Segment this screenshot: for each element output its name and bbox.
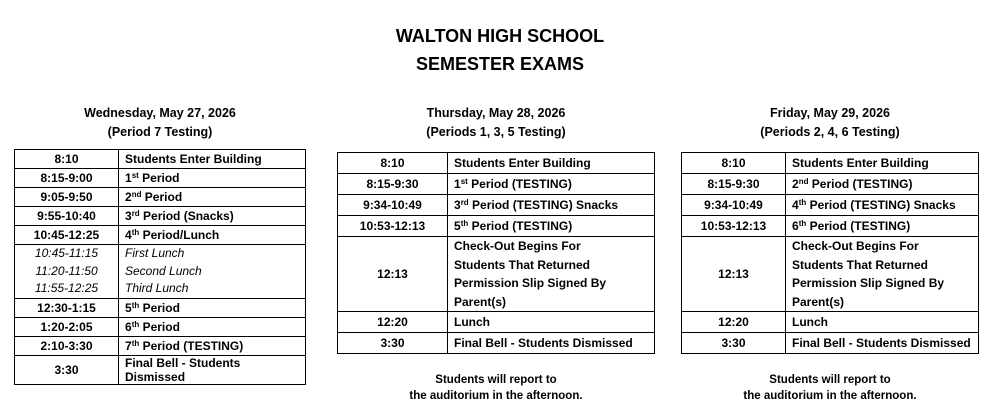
note-line: the auditorium in the afternoon. bbox=[743, 390, 917, 402]
time-cell: 2:10-3:30 bbox=[15, 336, 119, 355]
table-row bbox=[682, 216, 979, 237]
exam-title: SEMESTER EXAMS bbox=[415, 54, 585, 74]
activity-cell: 1st Period (TESTING) bbox=[448, 174, 655, 195]
table-row bbox=[15, 355, 306, 384]
lunch-names-cell bbox=[119, 245, 306, 299]
thursday-note bbox=[337, 372, 655, 404]
checkout-line: Parent(s) bbox=[792, 294, 845, 309]
time-cell: 8:10 bbox=[15, 150, 119, 169]
table-row bbox=[15, 188, 306, 207]
table-row bbox=[682, 195, 979, 216]
table-row bbox=[682, 153, 979, 174]
time-cell: 12:30-1:15 bbox=[15, 298, 119, 317]
wednesday-schedule-table bbox=[14, 149, 306, 385]
table-row bbox=[682, 333, 979, 354]
school-title: WALTON HIGH SCHOOL bbox=[395, 26, 605, 46]
wednesday-header bbox=[14, 104, 306, 142]
friday-header bbox=[681, 104, 979, 142]
checkout-line: Check-Out Begins For bbox=[454, 239, 581, 253]
table-row bbox=[15, 317, 306, 336]
activity-cell: 2nd Period (TESTING) bbox=[786, 174, 979, 195]
activity-cell: 1st Period bbox=[119, 169, 306, 188]
table-row bbox=[338, 195, 655, 216]
activity-cell: Students Enter Building bbox=[119, 150, 306, 169]
table-row bbox=[682, 174, 979, 195]
time-cell: 3:30 bbox=[15, 355, 119, 384]
time-cell: 12:13 bbox=[682, 237, 786, 312]
activity-cell: Students Enter Building bbox=[448, 153, 655, 174]
activity-cell: Lunch bbox=[448, 312, 655, 333]
friday-note bbox=[681, 372, 979, 404]
time-cell: 10:53-12:13 bbox=[338, 216, 448, 237]
time-cell: 8:15-9:30 bbox=[338, 174, 448, 195]
thursday-date: Thursday, May 28, 2026 bbox=[426, 106, 566, 120]
time-cell: 12:20 bbox=[682, 312, 786, 333]
thursday-schedule-table bbox=[337, 152, 655, 354]
checkout-line: Students That Returned bbox=[454, 257, 591, 272]
checkout-cell bbox=[448, 237, 655, 312]
time-cell: 9:34-10:49 bbox=[338, 195, 448, 216]
thursday-subtitle: (Periods 1, 3, 5 Testing) bbox=[426, 125, 566, 139]
time-cell: 9:55-10:40 bbox=[15, 207, 119, 226]
table-row bbox=[338, 312, 655, 333]
activity-cell: 6th Period bbox=[119, 317, 306, 336]
friday-schedule-table bbox=[681, 152, 979, 354]
time-cell: 12:13 bbox=[338, 237, 448, 312]
activity-cell: 5th Period bbox=[119, 298, 306, 317]
checkout-line: Students That Returned bbox=[792, 257, 929, 272]
time-cell: 9:05-9:50 bbox=[15, 188, 119, 207]
table-row bbox=[15, 169, 306, 188]
activity-cell: 4th Period/Lunch bbox=[119, 226, 306, 245]
time-cell: 8:15-9:30 bbox=[682, 174, 786, 195]
checkout-cell bbox=[786, 237, 979, 312]
table-row bbox=[338, 333, 655, 354]
note-line: Students will report to bbox=[435, 374, 557, 386]
checkout-row bbox=[682, 237, 979, 312]
note-line: Students will report to bbox=[769, 374, 891, 386]
lunch-name: Third Lunch bbox=[125, 281, 189, 295]
table-row bbox=[682, 312, 979, 333]
checkout-line: Check-Out Begins For bbox=[792, 239, 919, 253]
activity-cell: Final Bell - Students Dismissed bbox=[448, 333, 655, 354]
lunch-time: 11:55-12:25 bbox=[34, 281, 99, 295]
checkout-line: Permission Slip Signed By bbox=[792, 276, 945, 290]
table-row bbox=[15, 298, 306, 317]
lunch-times-cell bbox=[15, 245, 119, 299]
time-cell: 9:34-10:49 bbox=[682, 195, 786, 216]
activity-cell: 3rd Period (TESTING) Snacks bbox=[448, 195, 655, 216]
table-row bbox=[15, 150, 306, 169]
wednesday-subtitle: (Period 7 Testing) bbox=[107, 125, 213, 139]
friday-subtitle: (Periods 2, 4, 6 Testing) bbox=[760, 125, 900, 139]
activity-cell: 4th Period (TESTING) Snacks bbox=[786, 195, 979, 216]
activity-cell: Final Bell - Students Dismissed bbox=[786, 333, 979, 354]
activity-cell: 3rd Period (Snacks) bbox=[119, 207, 306, 226]
checkout-row bbox=[338, 237, 655, 312]
time-cell: 3:30 bbox=[682, 333, 786, 354]
time-cell: 1:20-2:05 bbox=[15, 317, 119, 336]
note-line: the auditorium in the afternoon. bbox=[409, 390, 583, 402]
lunch-subrows bbox=[15, 245, 306, 299]
time-cell: 3:30 bbox=[338, 333, 448, 354]
activity-cell: 2nd Period bbox=[119, 188, 306, 207]
table-row bbox=[338, 216, 655, 237]
lunch-name: Second Lunch bbox=[125, 263, 202, 278]
lunch-name: First Lunch bbox=[125, 246, 185, 260]
activity-cell: 5th Period (TESTING) bbox=[448, 216, 655, 237]
table-row bbox=[15, 207, 306, 226]
wednesday-date: Wednesday, May 27, 2026 bbox=[84, 106, 236, 120]
table-row bbox=[15, 226, 306, 245]
activity-cell: Lunch bbox=[786, 312, 979, 333]
checkout-line: Parent(s) bbox=[454, 294, 507, 309]
time-cell: 12:20 bbox=[338, 312, 448, 333]
time-cell: 10:45-12:25 bbox=[15, 226, 119, 245]
activity-cell: 7th Period (TESTING) bbox=[119, 336, 306, 355]
time-cell: 10:53-12:13 bbox=[682, 216, 786, 237]
lunch-time: 11:20-11:50 bbox=[35, 263, 98, 278]
activity-cell: Final Bell - Students Dismissed bbox=[119, 355, 306, 384]
lunch-time: 10:45-11:15 bbox=[34, 246, 99, 260]
thursday-header bbox=[337, 104, 655, 142]
time-cell: 8:10 bbox=[682, 153, 786, 174]
activity-cell: 6th Period (TESTING) bbox=[786, 216, 979, 237]
table-row bbox=[338, 174, 655, 195]
table-row bbox=[15, 336, 306, 355]
activity-cell: Students Enter Building bbox=[786, 153, 979, 174]
table-row bbox=[338, 153, 655, 174]
time-cell: 8:15-9:00 bbox=[15, 169, 119, 188]
friday-date: Friday, May 29, 2026 bbox=[770, 106, 890, 120]
time-cell: 8:10 bbox=[338, 153, 448, 174]
checkout-line: Permission Slip Signed By bbox=[454, 276, 607, 290]
